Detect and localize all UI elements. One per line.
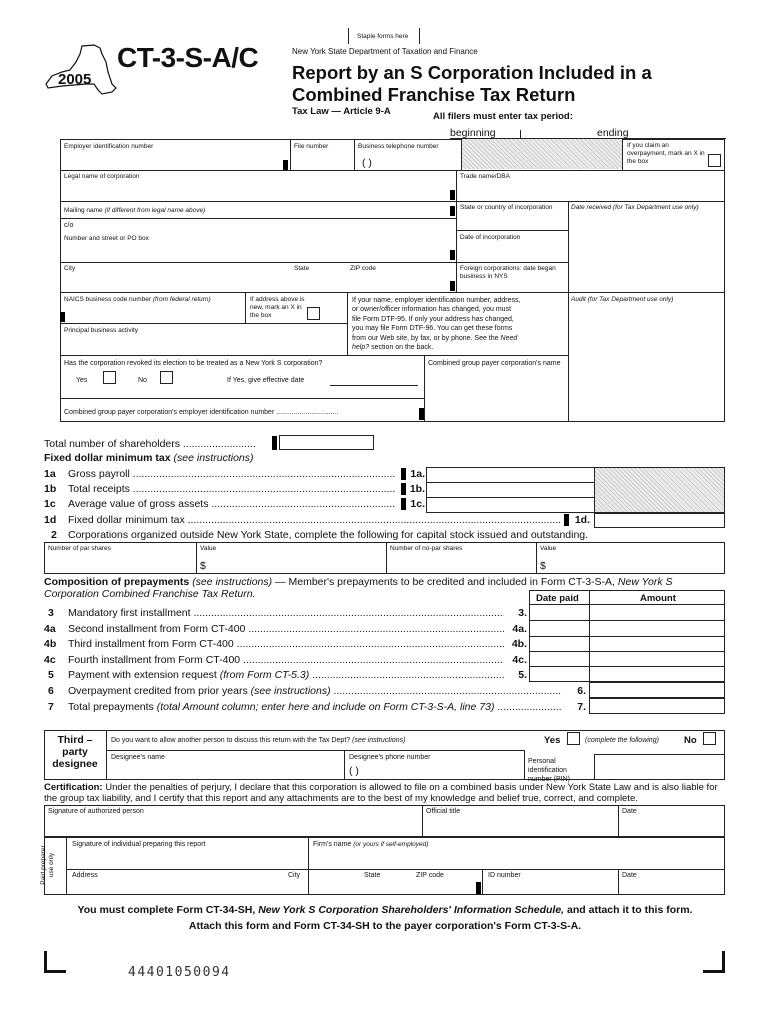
ending-label: ending bbox=[597, 127, 629, 139]
date-paid-header: Date paid bbox=[536, 593, 579, 604]
line-number: 5 bbox=[48, 669, 54, 681]
firm-name-label: Firm's name (or yours if self-employed) bbox=[313, 841, 429, 848]
line-number: 2 bbox=[51, 529, 57, 541]
line-ref-label: 1d. bbox=[574, 514, 590, 526]
street-field[interactable] bbox=[61, 243, 455, 261]
designee-name-field[interactable] bbox=[107, 763, 343, 779]
line-number: 1d bbox=[44, 514, 57, 526]
staple-label: Staple forms here bbox=[357, 33, 409, 40]
zip-field[interactable] bbox=[347, 274, 453, 290]
fdm-heading: Fixed dollar minimum tax (see instructions) bbox=[44, 452, 254, 464]
revoked-yes-checkbox[interactable] bbox=[103, 371, 116, 384]
tax-law: Tax Law — Article 9-A bbox=[292, 106, 391, 117]
registration-mark bbox=[450, 250, 455, 260]
state-of-incorporation-label: State or country of incorporation bbox=[460, 204, 553, 211]
official-title-label: Official title bbox=[426, 808, 461, 815]
naics-note: (from federal return) bbox=[152, 296, 211, 303]
line-ref-label: 4c. bbox=[512, 654, 527, 666]
line-number: 1c bbox=[44, 498, 56, 510]
line-number: 4c bbox=[44, 654, 56, 666]
audit-label: Audit (for Tax Department use only) bbox=[571, 296, 674, 303]
payer-name-label: Combined group payer corporation's name bbox=[428, 360, 561, 367]
mailing-name-text: Mailing name bbox=[64, 207, 103, 214]
trade-name-field[interactable] bbox=[457, 182, 723, 200]
ein-field[interactable] bbox=[61, 153, 289, 169]
preparer-state-label: State bbox=[364, 872, 381, 879]
state-label: State bbox=[294, 265, 310, 272]
registration-mark bbox=[450, 190, 455, 200]
principal-activity-field[interactable] bbox=[61, 336, 346, 354]
care-of-label: c/o bbox=[64, 222, 74, 229]
line-label: Payment with extension request (from Form CT-5.3) ..... bbox=[68, 669, 504, 681]
line-label: Corporations organized outside New York State, complete the following for capital stock issued and outstanding. bbox=[68, 529, 589, 541]
line-number: 4b bbox=[44, 638, 57, 650]
street-label: Number and street or PO box bbox=[64, 235, 149, 242]
file-number-label: File number bbox=[294, 143, 329, 150]
line-ref-label: 4b. bbox=[511, 638, 527, 650]
line-label: Overpayment credited from prior years (see instructions) ..... bbox=[68, 685, 562, 697]
instructions-line: If your name, employer identification number, address, bbox=[352, 297, 521, 304]
preparer-zip-label: ZIP code bbox=[416, 872, 444, 879]
instructions-line: or owner/officer information has changed, you must bbox=[352, 306, 512, 314]
line-label: Total receipts ..... bbox=[68, 483, 396, 495]
instructions-line: help? section on the back. bbox=[352, 344, 434, 352]
trade-name-label: Trade name/DBA bbox=[460, 173, 510, 180]
amount-header: Amount bbox=[640, 593, 676, 604]
naics-text: NAICS business code number bbox=[64, 296, 152, 303]
form-id: CT-3-S-A/C bbox=[117, 42, 259, 73]
date-of-incorporation-label: Date of incorporation bbox=[460, 234, 521, 241]
address-change-label: If address above is new, mark an X in the box bbox=[250, 296, 305, 319]
registration-mark bbox=[283, 160, 288, 170]
naics-label bbox=[64, 296, 211, 303]
line-number: 1a bbox=[44, 468, 56, 480]
preparer-id-label: ID number bbox=[488, 872, 521, 879]
state-field[interactable] bbox=[291, 274, 345, 290]
corner-mark-right bbox=[703, 951, 725, 973]
revoked-no-checkbox[interactable] bbox=[160, 371, 173, 384]
line-label: Second installment from Form CT-400 ..... bbox=[68, 623, 504, 635]
line-ref-label: 3. bbox=[518, 607, 527, 619]
form-barcode-number: 44401050094 bbox=[128, 965, 231, 980]
capital-stock-table bbox=[44, 542, 725, 574]
revoked-question: Has the corporation revoked its election to be treated as a New York S corporation? bbox=[64, 360, 323, 367]
line-label: Mandatory first installment ..... bbox=[68, 607, 504, 619]
total-prepayments-field[interactable] bbox=[589, 698, 725, 714]
revoked-no-label: No bbox=[138, 377, 147, 384]
effective-date-field[interactable] bbox=[330, 385, 418, 386]
line-number: 4a bbox=[44, 623, 56, 635]
gross-payroll-field[interactable] bbox=[427, 468, 593, 481]
form-title-line1: Report by an S Corporation Included in a bbox=[292, 62, 652, 83]
ein-label: Employer identification number bbox=[64, 143, 154, 150]
phone-field[interactable]: ( ) bbox=[362, 157, 372, 169]
designee-yes-note: (complete the following) bbox=[585, 737, 659, 744]
paid-preparer-side-label: Paid preparer use only bbox=[40, 845, 55, 885]
effective-date-label: If Yes, give effective date bbox=[227, 377, 305, 384]
designee-name-label: Designee's name bbox=[111, 754, 165, 761]
registration-mark bbox=[450, 281, 455, 291]
address-change-instructions bbox=[352, 296, 520, 352]
instructions-line: from our Web site, by fax, or by phone. See the Need bbox=[352, 334, 518, 342]
city-field[interactable] bbox=[61, 274, 289, 290]
department-name: New York State Department of Taxation and Finance bbox=[292, 47, 478, 56]
address-change-checkbox[interactable] bbox=[307, 307, 320, 320]
foreign-corporation-label: Foreign corporations: date began business in NYS bbox=[460, 265, 556, 280]
designee-title: Third – party designee bbox=[52, 734, 98, 770]
designee-question: Do you want to allow another person to discuss this return with the Tax Dept? (see instructions) bbox=[111, 737, 406, 744]
overpayment-checkbox[interactable] bbox=[708, 154, 721, 167]
line-ref-label: 1a. bbox=[410, 468, 425, 480]
nopar-value-label: Value bbox=[540, 545, 557, 552]
shaded-header-area bbox=[461, 139, 622, 169]
beginning-date-field[interactable] bbox=[498, 127, 588, 139]
registration-mark bbox=[419, 408, 424, 420]
line-label: Gross payroll ..... bbox=[68, 468, 396, 480]
registration-mark bbox=[60, 312, 65, 322]
gross-assets-field[interactable] bbox=[427, 498, 593, 511]
designee-phone-label: Designee's phone number bbox=[349, 754, 431, 761]
staple-area bbox=[348, 28, 420, 44]
line-label: Fixed dollar minimum tax ..... bbox=[68, 514, 560, 526]
designee-no-checkbox[interactable] bbox=[703, 732, 716, 745]
line-label: Average value of gross assets ..... bbox=[68, 498, 396, 510]
instructions-line: file Form DTF-95. If only your address has changed, bbox=[352, 315, 514, 323]
designee-pin-label: Personal identification number (PIN) bbox=[528, 758, 571, 783]
line-ref-label: 4a. bbox=[512, 623, 527, 635]
preparer-city-label: City bbox=[288, 872, 301, 879]
nopar-value-dollar: $ bbox=[540, 560, 546, 572]
legal-name-field[interactable] bbox=[61, 182, 455, 200]
prepayments-heading: Composition of prepayments (see instructions) — Member's prepayments to be credited and included in Form CT-3-S-A, New York S Corporation Combined Franchise Tax Return. bbox=[44, 576, 673, 600]
registration-mark bbox=[450, 206, 455, 216]
designee-yes-checkbox[interactable] bbox=[567, 732, 580, 745]
preparer-signature-label: Signature of individual preparing this report bbox=[72, 841, 206, 848]
line-ref-label: 7. bbox=[577, 701, 586, 713]
line-number: 1b bbox=[44, 483, 57, 495]
preparer-address-label: Address bbox=[72, 872, 98, 879]
line-ref-label: 1c. bbox=[410, 498, 425, 510]
registration-mark bbox=[476, 882, 481, 894]
total-shareholders-field[interactable] bbox=[279, 435, 374, 450]
par-value-dollar: $ bbox=[200, 560, 206, 572]
designee-pin-field[interactable] bbox=[594, 754, 725, 780]
line-label: Fourth installment from Form CT-400 ..... bbox=[68, 654, 504, 666]
line-label: Third installment from Form CT-400 ..... bbox=[68, 638, 504, 650]
date-received-label: Date received (for Tax Department use only) bbox=[571, 204, 699, 211]
ending-date-field[interactable] bbox=[632, 127, 724, 139]
legal-name-label: Legal name of corporation bbox=[64, 173, 140, 180]
corner-mark-left bbox=[44, 951, 66, 973]
city-label: City bbox=[64, 265, 76, 272]
line-ref-label: 1b. bbox=[409, 483, 425, 495]
line-label: Total prepayments (total Amount column; enter here and include on Form CT-3-S-A, line 73) ..... bbox=[68, 701, 562, 713]
file-number-field[interactable] bbox=[291, 153, 353, 169]
zip-label: ZIP code bbox=[350, 265, 376, 272]
overpayment-credited-field[interactable] bbox=[589, 682, 725, 698]
total-receipts-field[interactable] bbox=[427, 483, 593, 496]
fdm-tax-field[interactable] bbox=[594, 513, 725, 528]
authorized-signature-label: Signature of authorized person bbox=[48, 808, 144, 815]
line-number: 6 bbox=[48, 685, 54, 697]
line-number: 3 bbox=[48, 607, 54, 619]
registration-mark bbox=[272, 436, 277, 450]
footer-note-1: You must complete Form CT-34-SH, New York S Corporation Shareholders' Information Schedule, and attach it to this form. bbox=[77, 904, 693, 916]
par-shares-label: Number of par shares bbox=[48, 545, 111, 552]
mailing-name-note: (if different from legal name above) bbox=[104, 207, 206, 214]
designee-yes-label: Yes bbox=[544, 735, 561, 746]
footer-note-2: Attach this form and Form CT-34-SH to the payer corporation's Form CT-3-S-A. bbox=[188, 920, 582, 932]
designee-no-label: No bbox=[684, 735, 697, 746]
revoked-yes-label: Yes bbox=[76, 377, 88, 384]
authorized-signature-field[interactable] bbox=[45, 818, 421, 836]
payer-ein-label: Combined group payer corporation's employer identification number ................................ bbox=[64, 409, 339, 416]
tax-period-label: All filers must enter tax period: bbox=[433, 111, 573, 122]
preparer-date-label: Date bbox=[622, 872, 637, 879]
designee-phone-field[interactable]: ( ) bbox=[349, 765, 359, 777]
total-shareholders-label: Total number of shareholders ......................... bbox=[44, 438, 256, 450]
line-ref-label: 5. bbox=[518, 669, 527, 681]
nopar-shares-label: Number of no-par shares bbox=[390, 545, 463, 552]
certification-text: Certification: Under the penalties of perjury, I declare that this corporation is allowed to file on a combined basis under New York State Law and is also liable for the group tax liability, and I certify that this report and any attachments are to the best of my knowledge and belief true, correct, and complete. bbox=[44, 782, 718, 804]
instructions-line: you may file Form DTF-96. You can get these forms bbox=[352, 325, 513, 333]
mailing-name-label bbox=[64, 207, 205, 214]
signature-date-label: Date bbox=[622, 808, 637, 815]
par-value-label: Value bbox=[200, 545, 217, 552]
line-number: 7 bbox=[48, 701, 54, 713]
principal-activity-label: Principal business activity bbox=[64, 327, 139, 334]
tax-year: 2005 bbox=[58, 71, 92, 88]
phone-label: Business telephone number bbox=[358, 143, 439, 150]
form-title-line2: Combined Franchise Tax Return bbox=[292, 84, 576, 105]
line-ref-label: 6. bbox=[577, 685, 586, 697]
overpayment-label: If you claim an overpayment, mark an X in the box bbox=[627, 142, 705, 165]
beginning-label: beginning bbox=[450, 127, 496, 139]
